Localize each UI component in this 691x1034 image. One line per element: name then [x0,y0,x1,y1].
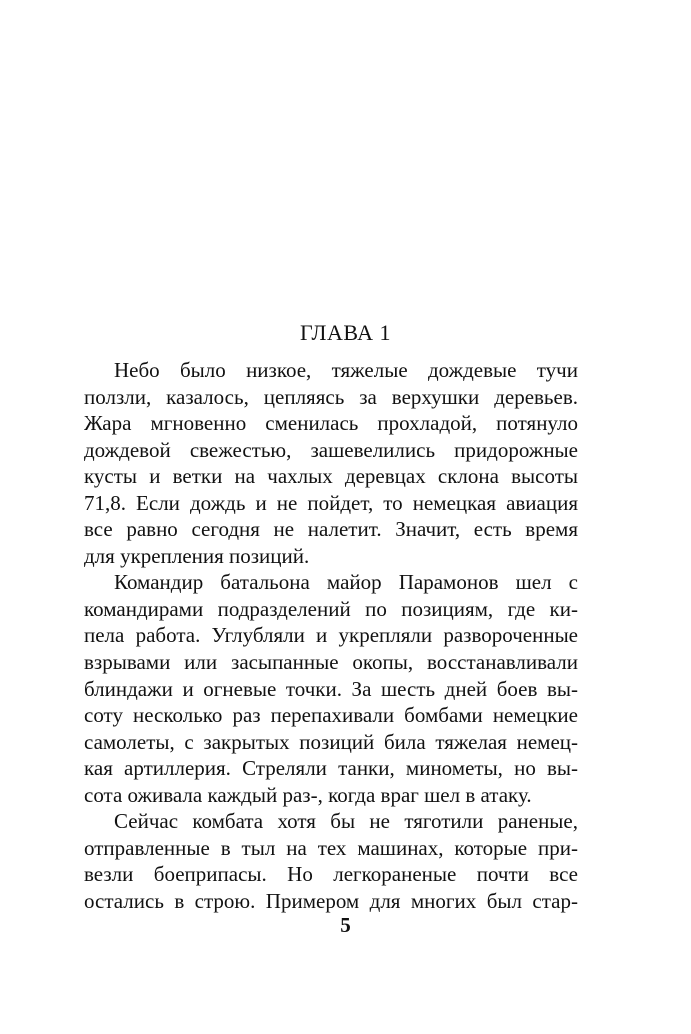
chapter-title: ГЛАВА 1 [299,320,392,345]
text-line: блиндажи и огневые точки. За шесть дней боев вы- [84,676,578,701]
paragraph-1 [84,357,578,569]
text-line: Сейчас комбата хотя бы не тяготили раненые, [114,809,578,834]
page-number: 5 [340,913,351,937]
text-line: ползли, казалось, цепляясь за верхушки деревьев. [84,384,578,409]
paragraph-2 [84,569,578,808]
text-line: 71,8. Если дождь и не пойдет, то немецкая авиация [84,490,578,515]
text-line: пела работа. Углубляли и укрепляли развороченные [84,623,578,648]
text-line: Жара мгновенно сменилась прохладой, потянуло [84,411,578,436]
text-line: самолеты, с закрытых позиций била тяжелая немец- [84,729,578,754]
text-line: отправленные в тыл на тех машинах, которые при- [84,835,578,860]
text-line: везли боеприпасы. Но легкораненые почти все [84,862,578,887]
text-line: Небо было низкое, тяжелые дождевые тучи [114,358,578,382]
text-line: кая артиллерия. Стреляли танки, минометы, но вы- [84,756,578,781]
text-line: Командир батальона майор Парамонов шел с [114,570,578,595]
text-line: дождевой свежестью, зашевелились придорожные [84,437,578,462]
body-text [84,357,578,914]
text-line: для укрепления позиций. [84,543,310,568]
text-line: кусты и ветки на чахлых деревцах склона высоты [84,464,578,489]
paragraph-3 [84,808,578,914]
text-line: остались в строю. Примером для многих был стар- [84,888,578,913]
text-line: командирами подразделений по позициям, где ки- [84,596,578,621]
text-line: взрывами или засыпанные окопы, восстанавливали [84,650,578,675]
text-line: сота оживала каждый раз-, когда враг шел в атаку. [84,782,532,807]
text-line: все равно сегодня не налетит. Значит, есть время [84,517,578,542]
text-line: соту несколько раз перепахивали бомбами немецкие [84,703,578,728]
